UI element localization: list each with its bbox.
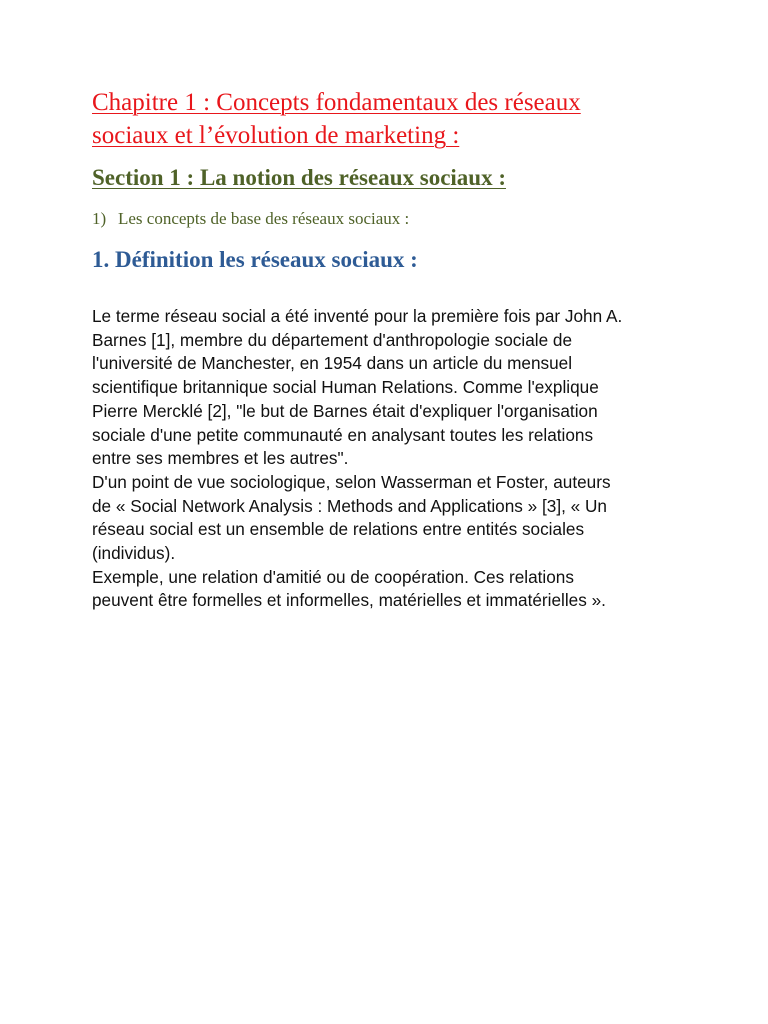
body-line: Le terme réseau social a été inventé pour la première fois par John A. [92, 306, 623, 326]
chapter-title-line-2: sociaux et l’évolution de marketing : [92, 122, 460, 149]
chapter-title [92, 86, 712, 152]
body-line: Pierre Mercklé [2], "le but de Barnes était d'expliquer l'organisation [92, 400, 598, 421]
body-line: l'université de Manchester, en 1954 dans un article du mensuel [92, 353, 573, 374]
body-line: D'un point de vue sociologique, selon Wasserman et Foster, auteurs [92, 471, 611, 492]
body-line: réseau social est un ensemble de relations entre entités sociales [92, 519, 585, 540]
body-line: Barnes [1], membre du département d'anthropologie sociale de [92, 329, 573, 350]
body-line: peuvent être formelles et informelles, matérielles et immatérielles ». [92, 590, 606, 611]
definition-heading: 1. Définition les réseaux sociaux : [92, 247, 418, 272]
subsection-heading [92, 207, 409, 231]
chapter-title-line-1: Chapitre 1 : Concepts fondamentaux des réseaux [92, 89, 581, 116]
body-line: scientifique britannique social Human Relations. Comme l'explique [92, 377, 599, 398]
body-line: entre ses membres et les autres". [92, 448, 349, 469]
body-line: sociale d'une petite communauté en analysant toutes les relations [92, 424, 594, 445]
subsection-number: 1) [92, 209, 107, 228]
body-line: de « Social Network Analysis : Methods and Applications » [3], « Un [92, 495, 607, 516]
subsection-title: Les concepts de base des réseaux sociaux : [118, 209, 410, 228]
body-line: (individus). [92, 543, 176, 564]
body-paragraph [92, 305, 712, 613]
section-title: Section 1 : La notion des réseaux sociaux : [92, 165, 506, 190]
body-line: Exemple, une relation d'amitié ou de coopération. Ces relations [92, 566, 574, 587]
